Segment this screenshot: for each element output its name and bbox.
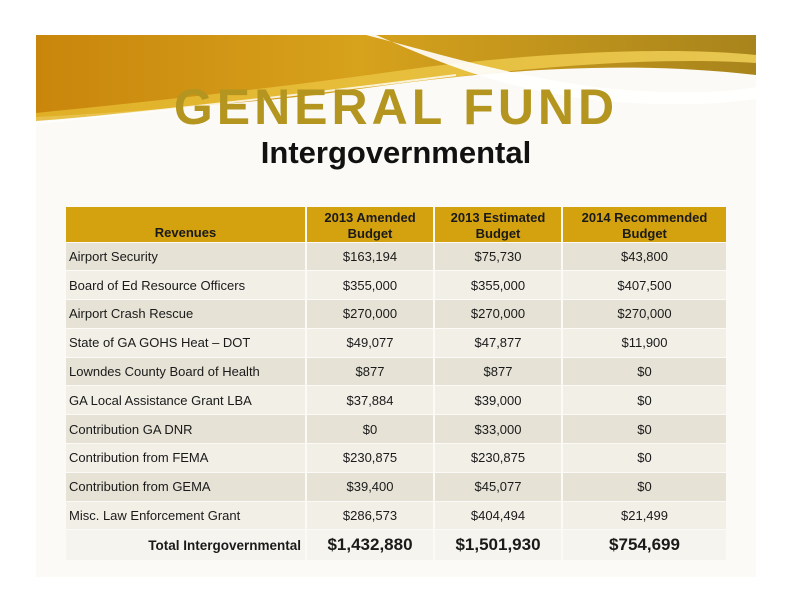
row-label: Contribution GA DNR — [66, 415, 306, 444]
cell-2014-recommended: $0 — [562, 472, 726, 501]
table-row — [66, 300, 726, 329]
row-label: Misc. Law Enforcement Grant — [66, 501, 306, 530]
cell-2013-amended: $230,875 — [306, 444, 434, 473]
cell-2014-recommended: $270,000 — [562, 300, 726, 329]
table-row — [66, 444, 726, 473]
cell-2013-estimated: $230,875 — [434, 444, 562, 473]
table-header-row — [66, 207, 726, 242]
table-row — [66, 328, 726, 357]
table-row — [66, 271, 726, 300]
cell-2013-estimated: $877 — [434, 357, 562, 386]
cell-2014-recommended: $43,800 — [562, 242, 726, 271]
row-label: State of GA GOHS Heat – DOT — [66, 328, 306, 357]
row-label: Board of Ed Resource Officers — [66, 271, 306, 300]
column-header-2013-amended: 2013 Amended Budget — [306, 207, 434, 242]
slide — [36, 35, 756, 577]
row-label: Contribution from GEMA — [66, 472, 306, 501]
table-row — [66, 357, 726, 386]
total-2014-recommended: $754,699 — [562, 530, 726, 560]
table-row — [66, 472, 726, 501]
row-label: Lowndes County Board of Health — [66, 357, 306, 386]
column-header-2014-recommended: 2014 Recommended Budget — [562, 207, 726, 242]
table-row — [66, 415, 726, 444]
page-subtitle: Intergovernmental — [260, 135, 532, 170]
cell-2013-amended: $877 — [306, 357, 434, 386]
column-header-2013-estimated: 2013 Estimated Budget — [434, 207, 562, 242]
cell-2013-estimated: $33,000 — [434, 415, 562, 444]
column-header-revenues: Revenues — [66, 207, 306, 242]
table-row — [66, 386, 726, 415]
table-row — [66, 501, 726, 530]
cell-2013-estimated: $47,877 — [434, 328, 562, 357]
table-row — [66, 242, 726, 271]
cell-2013-amended: $39,400 — [306, 472, 434, 501]
row-label: Airport Security — [66, 242, 306, 271]
cell-2013-amended: $355,000 — [306, 271, 434, 300]
cell-2013-amended: $0 — [306, 415, 434, 444]
page-title: GENERAL FUND — [173, 79, 619, 135]
cell-2013-estimated: $270,000 — [434, 300, 562, 329]
cell-2013-estimated: $39,000 — [434, 386, 562, 415]
cell-2014-recommended: $11,900 — [562, 328, 726, 357]
row-label: Contribution from FEMA — [66, 444, 306, 473]
cell-2013-amended: $270,000 — [306, 300, 434, 329]
total-2013-estimated: $1,501,930 — [434, 530, 562, 560]
cell-2014-recommended: $0 — [562, 415, 726, 444]
cell-2013-estimated: $75,730 — [434, 242, 562, 271]
cell-2013-estimated: $404,494 — [434, 501, 562, 530]
cell-2013-estimated: $355,000 — [434, 271, 562, 300]
row-label: GA Local Assistance Grant LBA — [66, 386, 306, 415]
cell-2013-estimated: $45,077 — [434, 472, 562, 501]
total-label: Total Intergovernmental — [66, 530, 306, 560]
total-2013-amended: $1,432,880 — [306, 530, 434, 560]
budget-table — [66, 207, 726, 560]
cell-2013-amended: $37,884 — [306, 386, 434, 415]
cell-2013-amended: $163,194 — [306, 242, 434, 271]
cell-2013-amended: $286,573 — [306, 501, 434, 530]
cell-2014-recommended: $21,499 — [562, 501, 726, 530]
cell-2014-recommended: $0 — [562, 357, 726, 386]
row-label: Airport Crash Rescue — [66, 300, 306, 329]
cell-2014-recommended: $407,500 — [562, 271, 726, 300]
table-total-row — [66, 530, 726, 560]
cell-2014-recommended: $0 — [562, 386, 726, 415]
cell-2013-amended: $49,077 — [306, 328, 434, 357]
cell-2014-recommended: $0 — [562, 444, 726, 473]
